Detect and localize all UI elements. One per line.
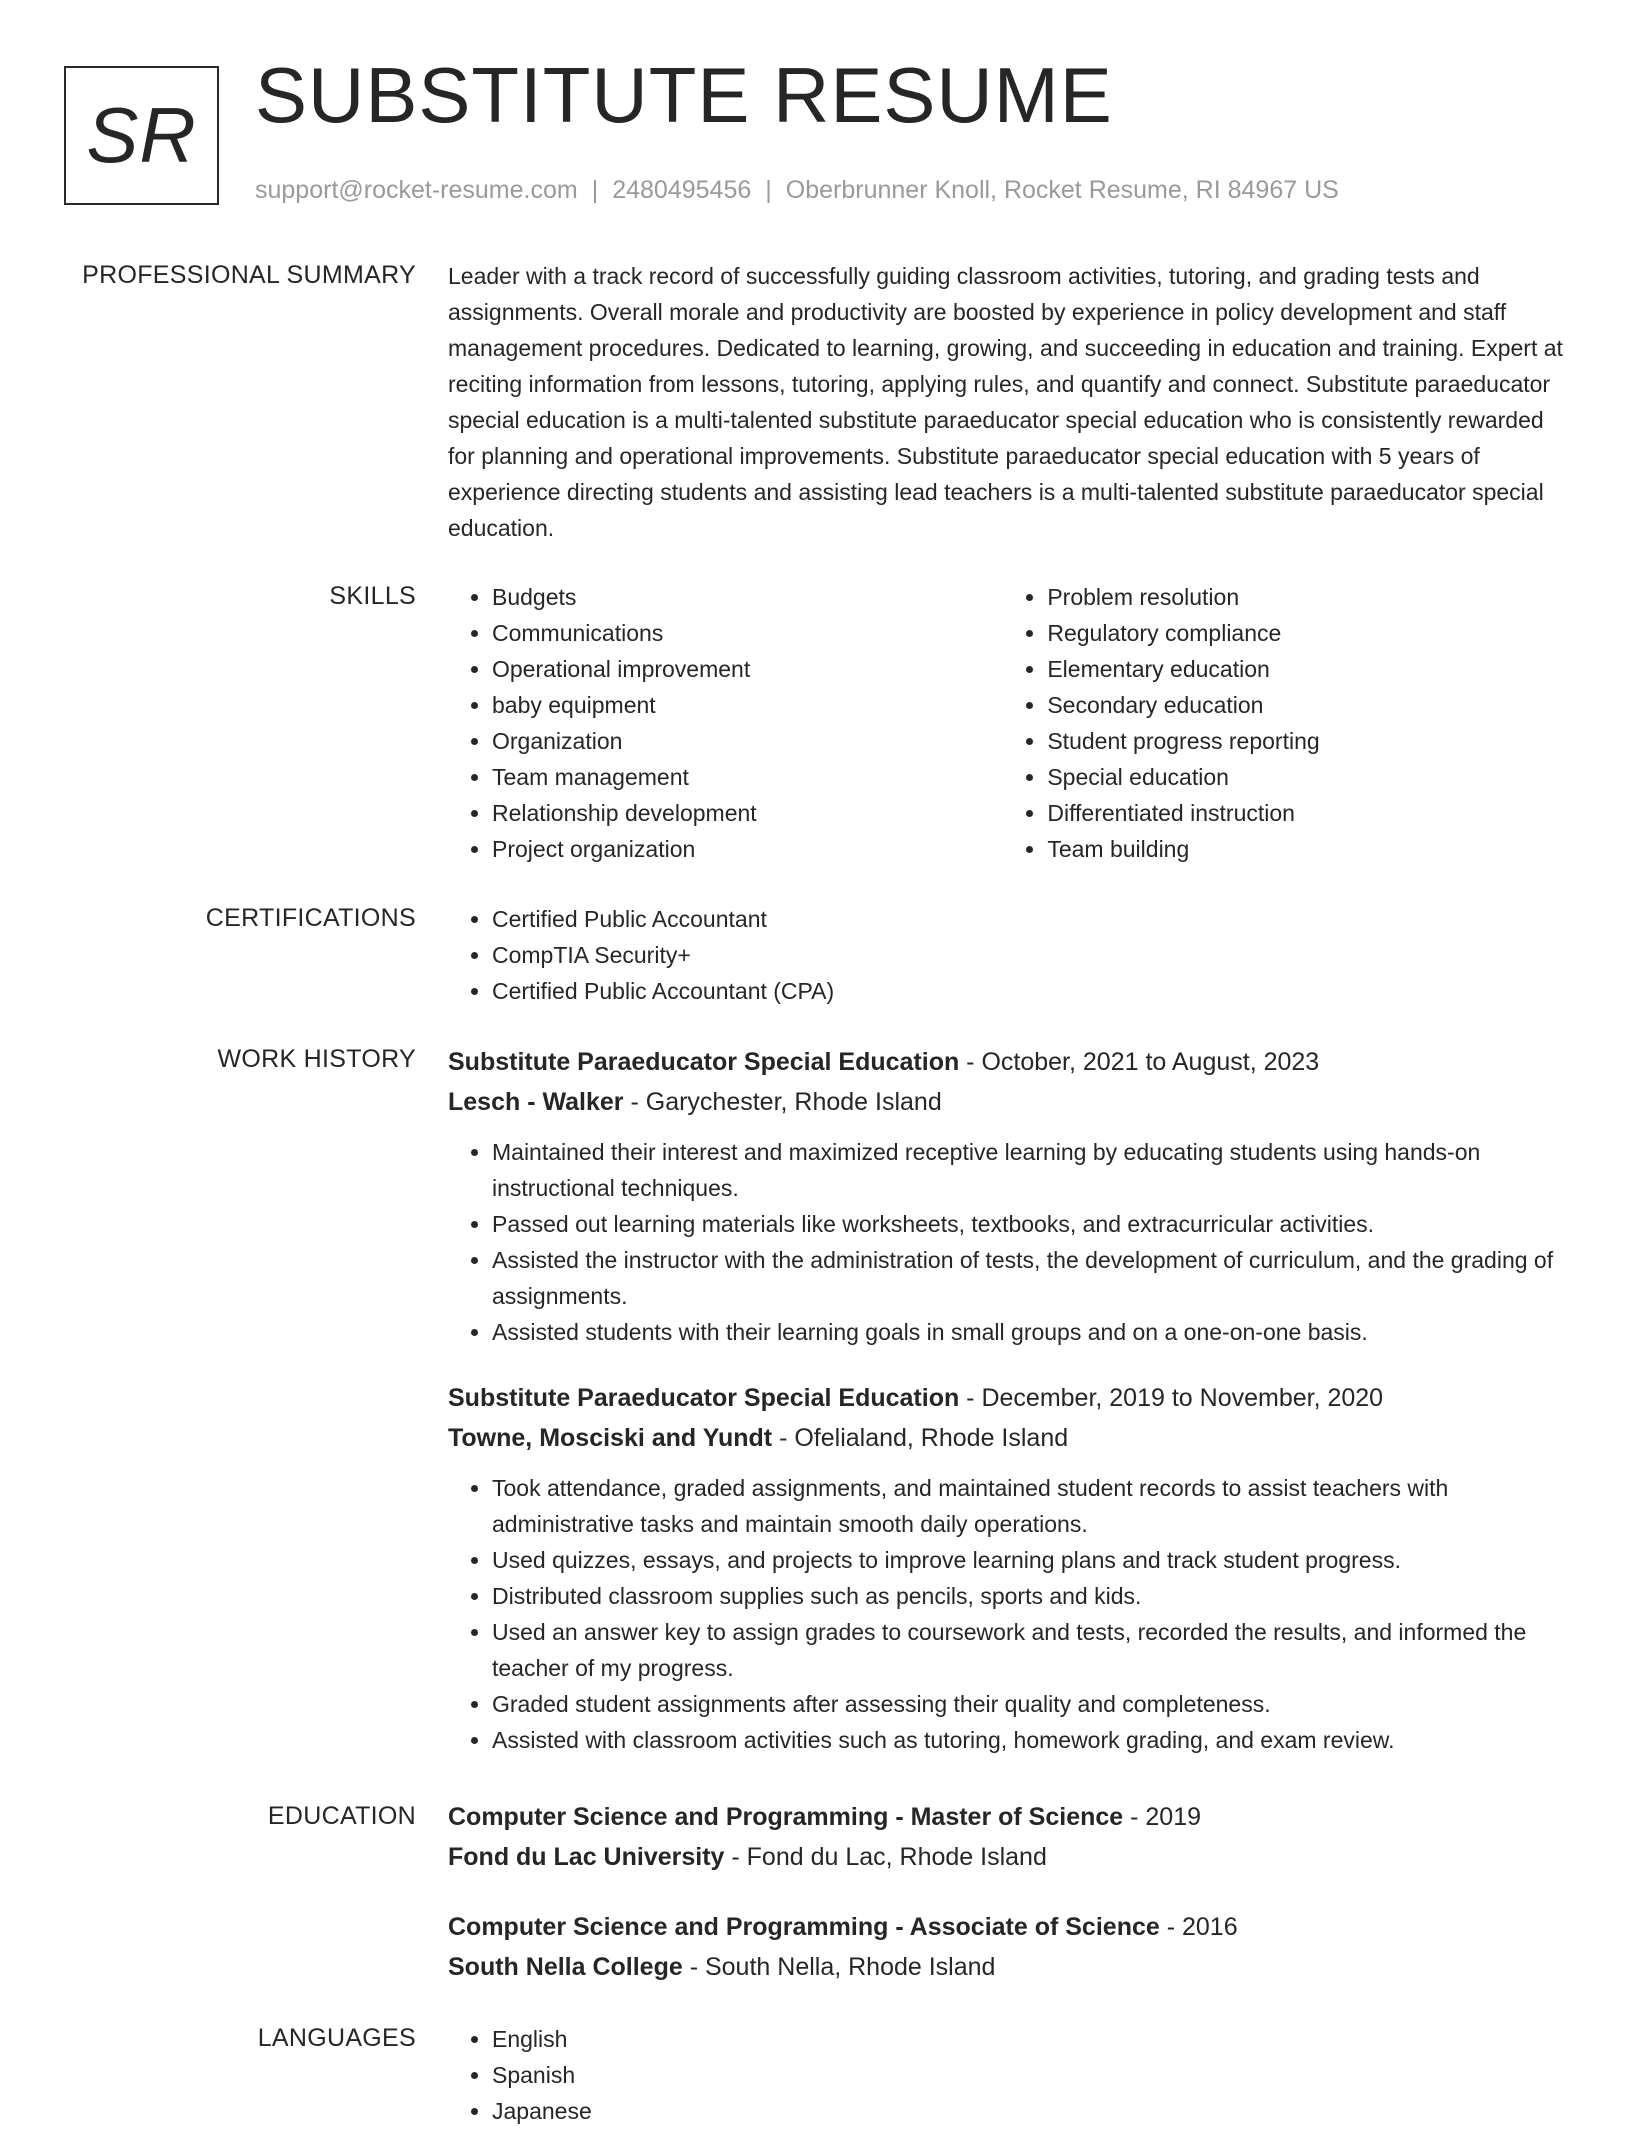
job-company-line [448, 1418, 1578, 1458]
skill-item: • Budgets [492, 579, 1003, 615]
job-company-line [448, 1082, 1578, 1122]
skill-item: • Communications [492, 615, 1003, 651]
education-degree: Computer Science and Programming - Master of Science [448, 1803, 1124, 1831]
section-label-work: WORK HISTORY [217, 1045, 416, 1073]
education-location: - South Nella, Rhode Island [682, 1953, 996, 1981]
skill-item: • Student progress reporting [1047, 723, 1568, 759]
skill-item: • Operational improvement [492, 651, 1003, 687]
job-bullet: • Assisted the instructor with the administration of tests, the development of curriculum, and the grading of assignments. [492, 1242, 1578, 1314]
certification-item: • CompTIA Security+ [492, 937, 1568, 973]
skill-item: • Team building [1047, 831, 1568, 867]
education-school-line [448, 1947, 1568, 1987]
contact-separator: | [591, 176, 599, 204]
education-content [448, 1797, 1568, 1987]
job-bullet: • Used an answer key to assign grades to coursework and tests, recorded the results, and informed the teacher of my progress. [492, 1614, 1578, 1686]
education-entry [448, 1797, 1568, 1877]
skill-item: • Elementary education [1047, 651, 1568, 687]
skill-item: • Team management [492, 759, 1003, 795]
education-school: South Nella College [448, 1953, 683, 1981]
job-title: Substitute Paraeducator Special Education [448, 1048, 960, 1076]
language-item: • Japanese [492, 2093, 1568, 2129]
skill-item: • Special education [1047, 759, 1568, 795]
education-year: - 2019 [1123, 1803, 1202, 1831]
job-bullets [448, 1134, 1578, 1350]
skill-item: • Differentiated instruction [1047, 795, 1568, 831]
job-dates: - October, 2021 to August, 2023 [959, 1048, 1320, 1076]
contact-phone[interactable]: 2480495456 [612, 176, 752, 204]
certification-item: • Certified Public Accountant [492, 901, 1568, 937]
education-degree-line [448, 1907, 1568, 1947]
section-label-education: EDUCATION [267, 1802, 416, 1830]
skills-content [448, 579, 1568, 867]
section-label-certifications: CERTIFICATIONS [205, 904, 416, 932]
skill-item: • Problem resolution [1047, 579, 1568, 615]
contact-separator: | [765, 176, 772, 204]
skill-item: • Project organization [492, 831, 1003, 867]
job-entry [448, 1378, 1578, 1758]
languages-list [448, 2021, 1568, 2129]
education-year: - 2016 [1159, 1913, 1238, 1941]
job-entry [448, 1042, 1578, 1350]
resume-name: SUBSTITUTE RESUME [255, 51, 1113, 139]
job-title-line [448, 1042, 1578, 1082]
section-label-languages: LANGUAGES [257, 2024, 416, 2052]
job-bullets [448, 1470, 1578, 1758]
job-bullet: • Maintained their interest and maximized receptive learning by educating students using hands-on instructional techniques. [492, 1134, 1578, 1206]
skill-item: • Relationship development [492, 795, 1003, 831]
job-bullet: • Distributed classroom supplies such as pencils, sports and kids. [492, 1578, 1578, 1614]
summary-text: Leader with a track record of successfully guiding classroom activities, tutoring, and grading tests and assignments. Overall morale and productivity are boosted by experience in policy development and staff management procedures. Dedicated to learning, growing, and succeeding in education and training. Expert at reciting information from lessons, tutoring, applying rules, and quantify and connect. Substitute paraeducator special education is a multi-talented substitute paraeducator special education who is consistently rewarded for planning and operational improvements. Substitute paraeducator special education with 5 years of experience directing students and assisting lead teachers is a multi-talented substitute paraeducator special education. [448, 263, 1563, 541]
language-item: • Spanish [492, 2057, 1568, 2093]
job-title: Substitute Paraeducator Special Education [448, 1384, 960, 1412]
education-location: - Fond du Lac, Rhode Island [724, 1843, 1047, 1871]
contact-line [255, 176, 1339, 205]
summary-content [448, 258, 1563, 546]
section-label-skills: SKILLS [329, 582, 416, 610]
job-company: Lesch - Walker [448, 1088, 624, 1116]
language-item: • English [492, 2021, 1568, 2057]
skill-item: • Organization [492, 723, 1003, 759]
job-bullet: • Passed out learning materials like worksheets, textbooks, and extracurricular activities. [492, 1206, 1578, 1242]
job-title-line [448, 1378, 1578, 1418]
job-bullet: • Used quizzes, essays, and projects to improve learning plans and track student progress. [492, 1542, 1578, 1578]
job-location: - Garychester, Rhode Island [623, 1088, 942, 1116]
job-dates: - December, 2019 to November, 2020 [959, 1384, 1384, 1412]
skill-item: • Regulatory compliance [1047, 615, 1568, 651]
certifications-list [448, 901, 1568, 1009]
job-bullet: • Took attendance, graded assignments, and maintained student records to assist teachers with administrative tasks and maintain smooth daily operations. [492, 1470, 1578, 1542]
job-bullet: • Graded student assignments after assessing their quality and completeness. [492, 1686, 1578, 1722]
job-company: Towne, Mosciski and Yundt [448, 1424, 773, 1452]
certification-item: • Certified Public Accountant (CPA) [492, 973, 1568, 1009]
education-entry [448, 1907, 1568, 1987]
skills-list-right [1003, 579, 1568, 867]
skill-item: • Secondary education [1047, 687, 1568, 723]
section-label-summary: PROFESSIONAL SUMMARY [82, 261, 416, 289]
monogram-logo: SR [64, 66, 219, 205]
skill-item: • baby equipment [492, 687, 1003, 723]
certifications-content [448, 901, 1568, 1009]
education-degree: Computer Science and Programming - Associate of Science [448, 1913, 1160, 1941]
education-degree-line [448, 1797, 1568, 1837]
languages-content [448, 2021, 1568, 2129]
job-location: - Ofelialand, Rhode Island [772, 1424, 1069, 1452]
work-history-content [448, 1042, 1578, 1758]
job-bullet: • Assisted students with their learning goals in small groups and on a one-on-one basis. [492, 1314, 1578, 1350]
contact-email[interactable]: support@rocket-resume.com [255, 176, 578, 204]
education-school: Fond du Lac University [448, 1843, 725, 1871]
skills-list-left [448, 579, 1003, 867]
contact-address: Oberbrunner Knoll, Rocket Resume, RI 84967 US [785, 176, 1339, 204]
job-bullet: • Assisted with classroom activities such as tutoring, homework grading, and exam review. [492, 1722, 1578, 1758]
education-school-line [448, 1837, 1568, 1877]
